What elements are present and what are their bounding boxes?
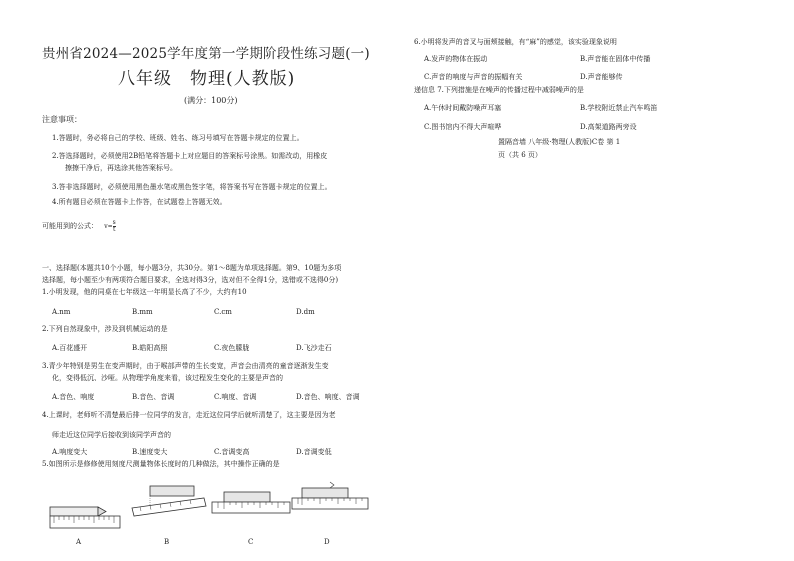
- option: C.夜色朦胧: [214, 344, 250, 352]
- option: B.音色、音调: [132, 393, 175, 401]
- option: D.声音能够传: [580, 73, 623, 81]
- notes-heading: 注意事项：: [42, 115, 82, 124]
- option: D.飞沙走石: [296, 344, 332, 352]
- question-stem: 3.青少年特别是男生在变声期时，由于喉部声带的生长变宽，声音会由清亮的童音逐渐发生变: [42, 362, 329, 370]
- figure-label: B: [164, 538, 170, 546]
- option: A.百花盛开: [52, 344, 88, 352]
- option: C.图书馆内不得大声喧哗: [424, 123, 502, 131]
- ruler-figure-b: [130, 482, 208, 522]
- option: B.mm: [132, 308, 153, 316]
- option: A.午休时间戴防噪声耳塞: [424, 104, 502, 112]
- note-item: 1.答题时，务必将自己的学校、班级、姓名、练习号填写在答题卡规定的位置上。: [52, 134, 304, 142]
- option: A.音色、响度: [52, 393, 95, 401]
- score-note: (满分：100分): [184, 96, 238, 105]
- figure-label: C: [248, 538, 254, 546]
- option: C.cm: [214, 308, 232, 316]
- note-item: 4.所有题目必须在答题卡上作答，在试题卷上答题无效。: [52, 198, 227, 206]
- section-intro: 一、选择题(本题共10个小题，每小题3分，共30分。第1～8题为单项选择题。第9、10题为多项: [42, 264, 342, 272]
- formula: v= $\frac{s}{t}$: [104, 219, 116, 233]
- option: D.dm: [296, 308, 315, 316]
- figure-label: A: [76, 538, 82, 546]
- option: C.声音的响度与声音的振幅有关: [424, 73, 523, 81]
- formula-label: 可能用到的公式： v= $\frac{s}{t}$: [42, 219, 116, 233]
- option: D.音调变低: [296, 448, 332, 456]
- option: C.响度、音调: [214, 393, 257, 401]
- question-stem: 化，变得低沉、沙哑。从物理学角度来看，该过程发生变化的主要是声音的: [52, 374, 283, 382]
- question-stem: 1.小明发现，他的同桌在七年级这一年明显长高了不少，大约有10: [42, 288, 247, 296]
- question-stem: 递信息 7.下列措施是在噪声的传播过程中减弱噪声的是: [414, 86, 584, 94]
- section-intro: 选择题，每小题至少有两项符合题目要求，全选对得3分，选对但不全得1分，选错或不选得0分): [42, 276, 339, 284]
- option: D.音色、响度、音调: [296, 393, 360, 401]
- option: D.高架道路两旁设: [580, 123, 637, 131]
- option: B.速度变大: [132, 448, 168, 456]
- ruler-figure-d: [290, 480, 370, 520]
- question-stem: 5.如图所示是修修使用刻度尺测量物体长度时的几种做法，其中操作正确的是: [42, 460, 280, 468]
- ruler-figure-a: [48, 503, 124, 535]
- question-stem: 师走近这位同学后接收到该同学声音的: [52, 431, 171, 439]
- option: B.学校附近禁止汽车鸣笛: [580, 104, 658, 112]
- footer-text: 页（共 6 页）: [498, 151, 542, 159]
- question-stem: 6.小明将发声的音叉与面颊接触，有“麻”的感觉，该实验现象说明: [414, 38, 617, 46]
- note-item: 2.答选择题时，必须使用2B铅笔将答题卡上对应题目的答案标号涂黑。如需改动，用橡皮: [52, 152, 328, 160]
- option: A.nm: [52, 308, 71, 316]
- note-item: 3.答非选择题时，必须使用黑色墨水笔或黑色签字笔，将答案书写在答题卡规定的位置上。: [52, 183, 332, 191]
- note-item: 擦擦干净后，再选涂其他答案标号。: [65, 164, 177, 172]
- option: A.发声的物体在振动: [424, 55, 488, 63]
- option: B.声音能在固体中传播: [580, 55, 651, 63]
- page-subtitle: 八年级 物理(人教版): [118, 69, 296, 89]
- figure-label: D: [324, 538, 330, 546]
- ruler-figure-c: [210, 488, 292, 524]
- page-title: 贵州省2024—2025学年度第一学期阶段性练习题(一): [42, 46, 370, 62]
- footer-text: 置隔音墙 八年级·物理(人教版)C卷 第 1: [498, 138, 621, 146]
- question-stem: 4.上课时，老师听不清楚最后排一位同学的发言，走近这位同学后就听清楚了，这主要是因为老: [42, 411, 336, 419]
- option: C.音调变高: [214, 448, 250, 456]
- question-stem: 2.下列自然现象中，涉及到机械运动的是: [42, 325, 168, 333]
- option: A.响度变大: [52, 448, 88, 456]
- option: B.皓阳高照: [132, 344, 168, 352]
